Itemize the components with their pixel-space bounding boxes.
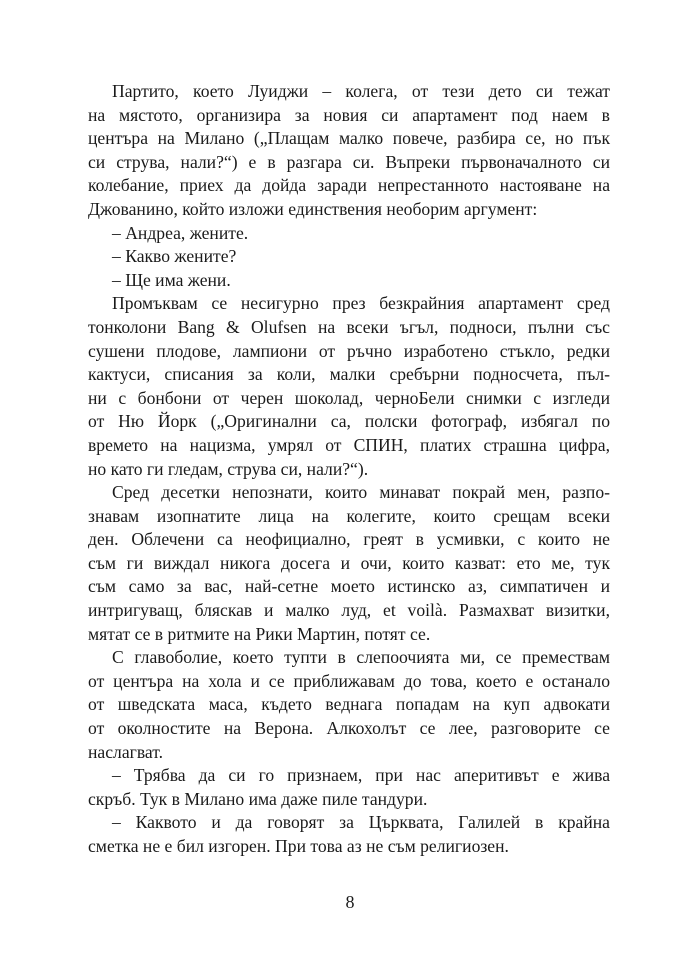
text-line: времето на нацизма, умрял от СПИН, платих страшна цифра,: [88, 434, 610, 455]
text-line: съм ги виждал никога досега и очи, които казват: ето ме, тук: [88, 552, 610, 573]
text-line: скръб. Тук в Милано има даже пиле тандури.: [88, 788, 428, 809]
text-line: колебание, приех да дойда заради непрестанното настояване на: [88, 175, 610, 196]
text-line: от Ню Йорк („Оригинални са, полски фотограф, избягал по: [88, 411, 610, 432]
text-line: сушени плодове, лампиони от ръчно изработено стъкло, редки: [88, 340, 610, 361]
body-text: [88, 80, 610, 859]
text-line: С главоболие, което тупти в слепоочията ми, се премествам: [112, 647, 610, 668]
text-line: съм само за вас, най-сетне моето истинско аз, симпатичен и: [88, 576, 610, 597]
page-number: 8: [345, 892, 355, 912]
text-line: Сред десетки непознати, които минават покрай мен, разпо-: [112, 482, 610, 503]
text-line: си струва, нали?“) е в разгара си. Въпреки първоначалното си: [88, 151, 610, 172]
text-line: интригуващ, бляскав и малко луд, et voilà. Размахват визитки,: [88, 600, 610, 621]
text-line: на мястото, организира за новия си апартамент под наем в: [88, 104, 610, 125]
text-line: Промъквам се несигурно през безкрайния апартамент сред: [112, 293, 610, 314]
text-line: – Какво жените?: [112, 246, 237, 267]
text-line: от шведската маса, където веднага попадам на куп адвокати: [88, 694, 610, 715]
text-line: сметка не е бил изгорен. При това аз не съм религиозен.: [88, 836, 509, 856]
text-line: от центъра на хола и се приближавам до това, което е останало: [88, 670, 610, 691]
text-line: ден. Облечени са неофициално, греят в усмивки, с които не: [88, 529, 610, 550]
text-line: наслагват.: [88, 741, 164, 762]
text-line: – Каквото и да говорят за Църквата, Галилей в крайна: [112, 812, 610, 833]
text-line: но като ги гледам, струва си, нали?“).: [88, 458, 369, 479]
text-line: центъра на Милано („Плащам малко повече, разбира се, но пък: [88, 128, 610, 149]
text-line: – Трябва да си го признаем, при нас аперитивът е жива: [112, 765, 610, 786]
text-line: кактуси, списания за коли, малки сребърни подносчета, пъл-: [88, 364, 610, 385]
text-line: от околностите на Верона. Алкохолът се лее, разговорите се: [88, 718, 610, 739]
text-line: знавам изопнатите лица на колегите, които срещам всеки: [88, 505, 610, 526]
text-line: мятат се в ритмите на Рики Мартин, потят се.: [88, 623, 431, 644]
text-line: Джованино, който изложи единствения необорим аргумент:: [88, 198, 538, 219]
text-line: Партито, което Луиджи – колега, от тези дето си тежат: [112, 81, 610, 101]
text-line: – Ще има жени.: [112, 269, 231, 290]
text-line: ни с бонбони от черен шоколад, черноБели снимки с изгледи: [88, 387, 610, 408]
text-line: тонколони Bang & Olufsen на всеки ъгъл, подноси, пълни със: [88, 316, 610, 337]
text-line: – Андреа, жените.: [112, 222, 249, 243]
